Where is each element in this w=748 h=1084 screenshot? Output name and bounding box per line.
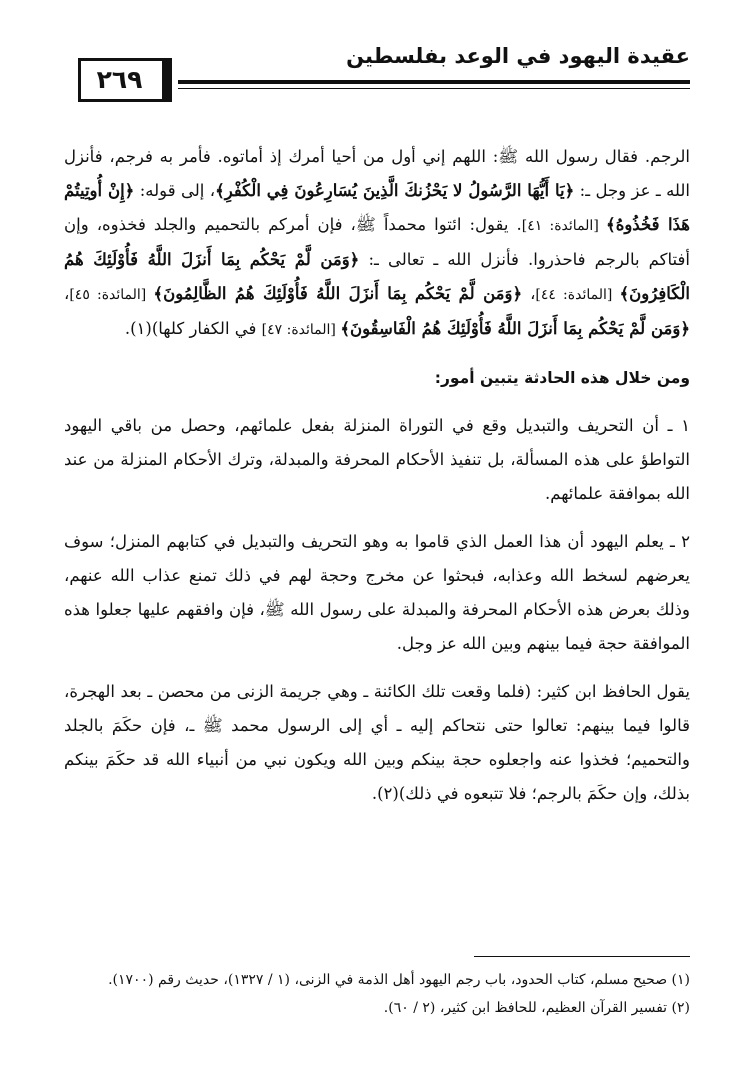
text-segment: الرجم. فقال رسول الله ﷺ: اللهم إني أول من أحيا أمرك إذ أماتوه. فأمر به فرجم، فأنزل الله ـ عز وجل ـ: (64, 147, 691, 200)
header-rule-thin (178, 88, 690, 89)
header-rule-thick (178, 80, 690, 84)
footnote-1: (١) صحيح مسلم، كتاب الحدود، باب رجم اليهود أهل الذمة في الزنى، (١ / ١٣٢٧)، حديث رقم (١٧٠٠). (108, 972, 690, 988)
footnote-separator (474, 956, 690, 957)
point-2: ٢ ـ يعلم اليهود أن هذا العمل الذي قاموا به وهو التحريف والتبديل في كتابهم المنزل؛ سوف يعرضهم لسخط الله وعذابه، فبحثوا عن مخرج وحجة لهم في ذلك تمنع عذاب الله عنهم، وذلك بعرض هذه الأحكام المحرفة والمبدلة على رسول الله ﷺ، فإن وافقهم عليها جعلوا هذه الموافقة حجة فيما بينهم وبين الله عز وجل. (64, 532, 690, 653)
section-subheading: ومن خلال هذه الحادثة يتبين أمور: (434, 369, 690, 387)
verse-reference: [المائدة: ٤٧] (261, 322, 341, 338)
verse-reference: [المائدة: ٤١] (521, 218, 607, 234)
main-text (64, 140, 690, 825)
quran-verse: ﴿وَمَن لَّمْ يَحْكُم بِمَا أَنزَلَ اللَّهُ فَأُوْلَئِكَ هُمُ الظَّالِمُونَ﴾ (153, 284, 523, 303)
point-1: ١ ـ أن التحريف والتبديل وقع في التوراة المنزلة بفعل علمائهم، وحصل من باقي اليهود التواطؤ على هذه المسألة، بل تنفيذ الأحكام المحرفة والمبدلة، وترك الأحكام المنزلة من عند الله بموافقة علمائهم. (64, 416, 690, 503)
quran-verse: ﴿إِنْ أُوتِيتُمْ هَذَا فَخُذُوهُ﴾ (64, 181, 690, 234)
text-segment: في الكفار كلها)(١). (124, 319, 262, 338)
ibn-kathir-quote: يقول الحافظ ابن كثير: (فلما وقعت تلك الكائنة ـ وهي جريمة الزنى من محصن ـ بعد الهجرة، قالوا فيما بينهم: تعالوا حتى نتحاكم إليه ـ أي إلى الرسول محمد ﷺ ـ، فإن حكَمَ بالجلد والتحميم؛ فخذوا عنه واجعلوه حجة بينكم وبين الله ويكون نبي من أنبياء الله قد حكَمَ بينكم بذلك، وإن حكَمَ بالرجم؛ فلا تتبعوه في ذلك)(٢). (64, 682, 690, 803)
page-number: ٢٦٩ (96, 65, 143, 94)
paragraph-hadith (64, 140, 690, 347)
verse-reference: [المائدة: ٤٥] (69, 287, 154, 303)
quran-verse: ﴿وَمَن لَّمْ يَحْكُم بِمَا أَنزَلَ اللَّهُ فَأُوْلَئِكَ هُمُ الْفَاسِقُونَ﴾ (340, 319, 690, 338)
text-segment: ، (522, 284, 536, 303)
text-segment: ، إلى قوله: (134, 181, 216, 200)
running-header-title: عقيدة اليهود في الوعد بفلسطين (346, 44, 690, 68)
quran-verse: ﴿وَمَن لَّمْ يَحْكُم بِمَا أَنزَلَ اللَّهُ فَأُوْلَئِكَ هُمُ الْكَافِرُونَ﴾ (64, 250, 690, 303)
footnotes (64, 966, 690, 1022)
text-segment: ، (64, 284, 70, 303)
verse-reference: [المائدة: ٤٤] (535, 287, 620, 303)
text-segment: . يقول: ائتوا محمداً ﷺ، فإن أمركم بالتحميم والجلد فخذوه، وإن أفتاكم بالرجم فاحذروا. فأنزل الله ـ تعالى ـ: (64, 215, 690, 269)
quran-verse: ﴿يَا أَيُّهَا الرَّسُولُ لا يَحْزُنكَ الَّذِينَ يُسَارِعُونَ فِي الْكُفْرِ﴾ (215, 181, 575, 200)
footnote-2: (٢) تفسير القرآن العظيم، للحافظ ابن كثير، (٢ / ٦٠). (383, 1000, 690, 1016)
page-number-box (78, 58, 172, 102)
